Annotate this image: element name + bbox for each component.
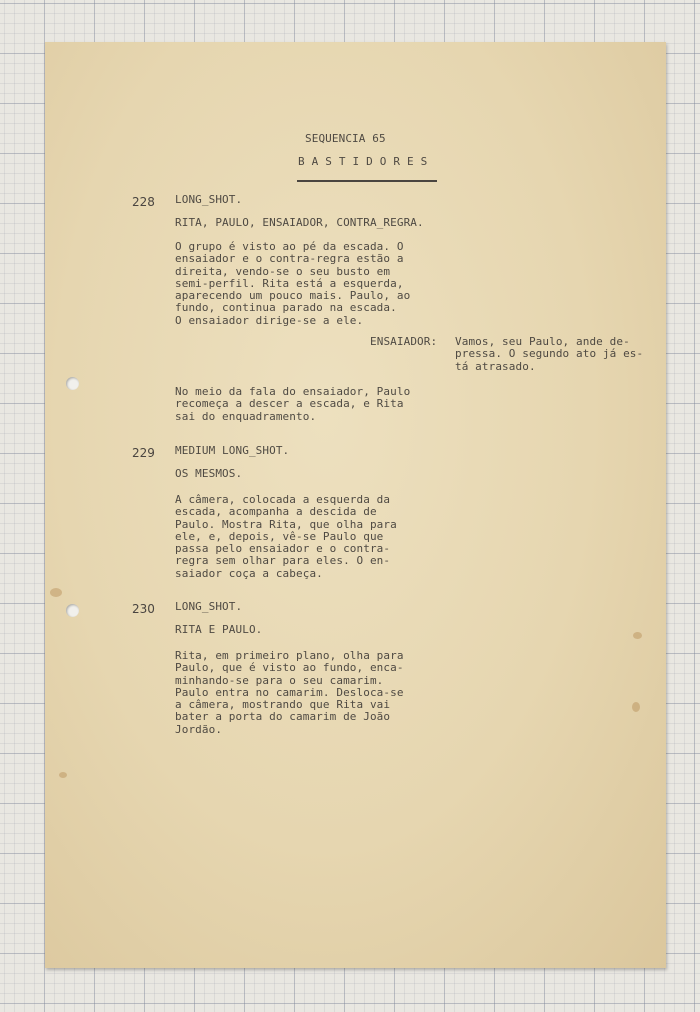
- shot-type: MEDIUM LONG_SHOT.: [175, 444, 290, 457]
- title-underline: [297, 180, 437, 182]
- scene-description: A câmera, colocada a esquerda da escada, acompanha a descida de Paulo. Mostra Rita, que olha para ele, e, depois, vê-se Paulo que passa pelo ensaiador e o contra- regra sem olhar para eles. O en- saiador coça a cabeça.: [175, 493, 397, 580]
- scene-characters: OS MESMOS.: [175, 467, 243, 480]
- section-title: BASTIDORES: [298, 155, 435, 168]
- scene-number: 230: [132, 602, 155, 616]
- scene-number: 229: [132, 446, 155, 460]
- punch-hole-bottom: [66, 604, 79, 617]
- scene-description: O grupo é visto ao pé da escada. O ensaiador e o contra-regra estão a direita, vendo-se o seu busto em semi-perfil. Rita está a esquerda, aparecendo um pouco mais. Paulo, ao fundo, continua parado na escada. O ensaiador dirige-se a ele.: [175, 240, 411, 327]
- stain: [50, 588, 62, 597]
- scene-description: Rita, em primeiro plano, olha para Paulo, que é visto ao fundo, enca- minhando-se para o seu camarim. Paulo entra no camarim. Desloca-se a câmera, mostrando que Rita vai bater a porta do camarim de João Jordão.: [175, 649, 404, 736]
- shot-type: LONG_SHOT.: [175, 193, 243, 206]
- shot-type: LONG_SHOT.: [175, 600, 243, 613]
- scene-characters: RITA E PAULO.: [175, 623, 263, 636]
- punch-hole-top: [66, 377, 79, 390]
- typed-page: [45, 42, 666, 968]
- sequence-heading: SEQUENCIA 65: [305, 132, 386, 145]
- dialogue-speaker: ENSAIADOR:: [370, 335, 438, 348]
- scene-characters: RITA, PAULO, ENSAIADOR, CONTRA_REGRA.: [175, 216, 424, 229]
- stain: [59, 772, 67, 778]
- stain: [632, 702, 640, 712]
- stain: [633, 632, 642, 639]
- dialogue-line: Vamos, seu Paulo, ande de- pressa. O segundo ato já es- tá atrasado.: [455, 335, 644, 373]
- scene-action: No meio da fala do ensaiador, Paulo recomeça a descer a escada, e Rita sai do enquadramento.: [175, 385, 411, 423]
- scene-number: 228: [132, 195, 155, 209]
